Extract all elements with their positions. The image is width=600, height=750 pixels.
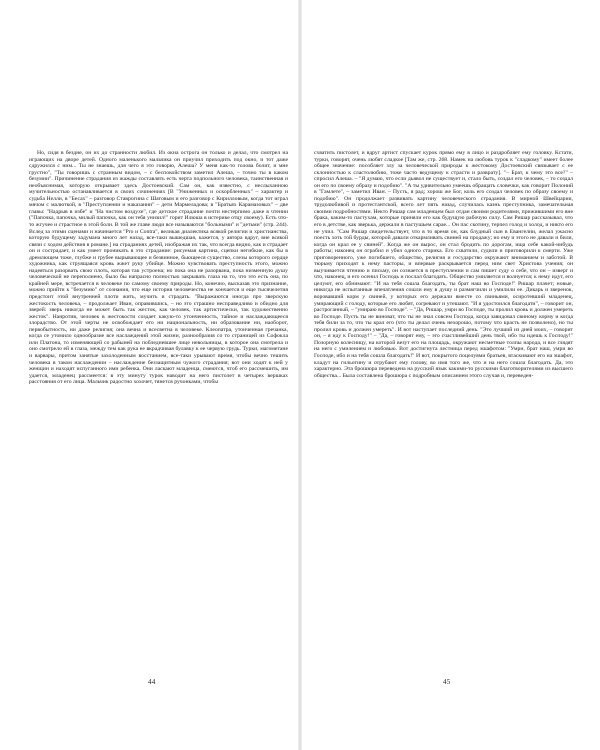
right-page-text: [314, 150, 573, 379]
left-page-paragraph: Но, сидя в бездне, он их до странности любил. Из окна острога он только и делал, что смотрел на играющих на дворе детей. Одного маленького мальчика он приучил приходить под окно, и тот даже сдружился с ним... Ты не знаешь, для чего я это говорю, Алеша? У меня как-то голова болит, и мне грустно", "Ты говоришь с странным видом, – с беспокойством заметил Алеша, – точно ты в каком безумии". Причинение страдания из жажды составлять есть черта подпольного человека, таинственная и необъяснимая, которую открывает здесь Достоевский. Сам он, как известно, с неслыханною мучительностью останавливается в своих сочинениях [В "Униженных и оскорбленных" – характер и судьба Нелли, в "Бесах" – разговор Ставрогина с Шатовым и его разговор с Кирилловым, когда тот играл мячом с малюткой, в "Преступлении и наказании" – дети Мармеладова; в "Братьях Карамазовых" – две главы: "Надрыв в избе" и "На чистом воздухе", где детское страдание почти нестерпимо даже в чтении ("Папочка, папочка, милый папочка, как он тебя унизил!" горит Илюша в истерике отцу своему). Есть что-то жгучее и страстное в этой боли. В той же главе люди все называются "больными" и "детьми" (стр. 244). Вслед за этими сценами и начинается "Pro и Contra", великая диалектика всякой религии и христианства, которую будущему задумана много лет назад, все-таки вышедшая, кажется, у автора вдруг, вне всякой связи с ходом действия в романе.] на страданиях детей, изображая их так, что всегда видно, как и страдает он и сострадает, и как умеет проникать в это страдание: рисуемая картина, сцепки негибкие, как бы в дремлющем тоже, глубже и грубее вырывающее и безвинное, бьющееся существо, слезы которого сердце художника, как струящаяся кровь жжет руку убийце. Можно чувствовать преступность этого, можно надеяться разорвать свою плоть, которая так устроена; но пока она не разорвана, пока низменную душу человеческой не переполнено, было бы напрасно полностью закрывать глаза на то, что это есть она, по крайней мере, встречается в человеке по самому своему природы. Но, конечно, высказав это признание, можно прийти к "безумию" от сознания, что еще история человечества не кончается и еще тысячелетия предстоит этой внутренней плоти жить, мучить и страдать. "Выражаются иногда про зверскую жестокость человека, – продолжает Иван, оправившись, – но это страшно несправедливо и обидно для зверей: зверь никогда не может быть так жесток, как человек, так артистически, так художественно жесток". Нанротив, человек в жестокости создает какую-то утонченность, тайное и наслаждающееся злорадство. От этой черты не освобождает его ни национальность, ни образование ни, наоборот, первобытность, ни даже религия; она вечна и всесветна в человеке. Клеопатра, утонченная гречанка, когда се утомило однообразие все наслаждений этой жизни, разнообразия со то страницей из Софокла или Платона, то изменяющей со рабыней на побледневшее лице невольницы, в которое она смотрела и оно смотрело ей в глаза, между тем как рука ее вкрадчивая булавку к ее червую грудь. Турки, магометане и варвары, притом занятые захолоденным восстанием, все-таки урывают время, чтобы вечно тешить человека в таком наслаждении – наслаждение беззащитным чужого страдания; вот они ходят к ней у женщин и находят испуганного ими ребенка. Они ласкают младенца, смеются, чтоб его рассмешить, им удается, младенец рассмеется: в эту минуту турок наводит на него пистолет в четырех вершках расстояния от его лица. Мальчик радостно хохочет, тянется ручонками, чтобы: [29, 150, 289, 386]
right-page-number: 45: [443, 678, 451, 686]
right-page-paragraph: схватить пистолет, и вдруг артист спускает курок прямо ему в лицо и раздробляет ему головку. Кстати, турки, говорят, очень любят сладкое [Там же, стр. 268. Намек на любовь турок к "сладкому" имеет более общее значение: пособляет злу за человеческой природы к жестокому Достоевский связывает с ее склонностью к сластолюбию, тоже часто ведущему к страсти и разврату]. "– Брат, к чему это все?" – спросил Алеша. – "Я думаю, что если дьявол не существует и, стало быть, создал его человек, – то создал он его по своему образу и подобию". "А ты удивительно умеешь обращать словечки, как говорит Полоний в "Гамлете", – заметил Иван. – Пусть, я рад; хорош же Бог, коль его создал человек по образу своему и подобию". Он продолжает развивать картину человеческого страдания. В мирной Швейцарии, трудолюбивой и протестантской, всего лет пять назад, случилась казнь преступника, замечательная своими подробностями. Некто Ришар сам младенцем был отдан своими родителями, прижившими его вне брака, каким-то пастухам, которые приняли его как будущую рабочую силу. Сам Ришар рассказывал, что его в детстве, как зверька, держали в пастушьем сарае... Он пас скотину, терпел голод и холод, и никто его не учил. "Сам Ришар свидетельствует, что в то время он, как блудный сын в Евангелии, желал ужасно поесть хоть той бурды, которой давали откармливать свиней на продажу; но ему и этого не давали и били, когда он крал ее у свиней". Когда же он вырос, он стал бродить по дорогам, ища себе какой-нибудь работы; наконец он ограбил и убил одного старика. Его схватили, судили и приговорили к смерти. Уже приговоренного, уже погибшего, общество, религия и государство окружают вниманием и заботой. В тюрьму приходят к нему пасторы, и впервые раскрывается перед ним свет Христова учения; он выучивается чтению и письму, он сознается в преступлении и сам пишет суду о себе, что он – изверг и что, наконец, и его осенил Господь и послал благодать. Общество умиляется и волнуется; к нему идут, его целуют, его обнимают: "И на тебя сошла благодать, ты брат наш во Господе!" Ришар плачет; новые, никогда не испытанные впечатления сошли ему в душу и размягчили и умилили ее. Дикарь и зверенок, воровавший корм у свиней, у которых его держали вместе со свиньями, осиротевший младенец, умирающий с голоду, которые его любят, согревают и утешают. "И я удостоился благодати", – говорит он, растроганный, – "умираю во Господе". – "Да, Ришар, умри во Господе, ты пролил кровь и должен умереть во Господе. Пусть ты не виноват, что ты не знал совсем Господа, когда завидовал свиному корму и когда тебя били за то, что ты крал его (что ты делал очень нехорошо, потому что красть не позволено), но ты пролил кровь и должен умереть". И вот наступает последний день. "Это лучший из дней моих, – говорит он, – я иду к Господу!" – "Да, – говорят ему, – это счастливейший день твой, ибо ты идешь к Господу!" Позорную колесницу, на которой везут его на площадь, окружают несметные толпы народа, и все глядят на него с умилением и любовью. Вот достигнута лестница перед эшафотом: "Умри, брат наш, умри во Господе, ибо и на тебя сошла благодать!" И вот, покрытого поцелуями братьев, втаскивают его на эшафот, кладут на гильотину и отрубают ему голову, во имя того же, что и на него сошла благодать. Да, это характерно. Эта брошюра переведена на русский язык какими-то русскими благотворителями из высшего общества... Была составлена брошюра с подробным описанием этого случая и, переведен-: [314, 150, 573, 379]
left-page-text: [29, 150, 288, 386]
right-page: [300, 0, 600, 750]
left-page-number: 44: [148, 678, 156, 686]
